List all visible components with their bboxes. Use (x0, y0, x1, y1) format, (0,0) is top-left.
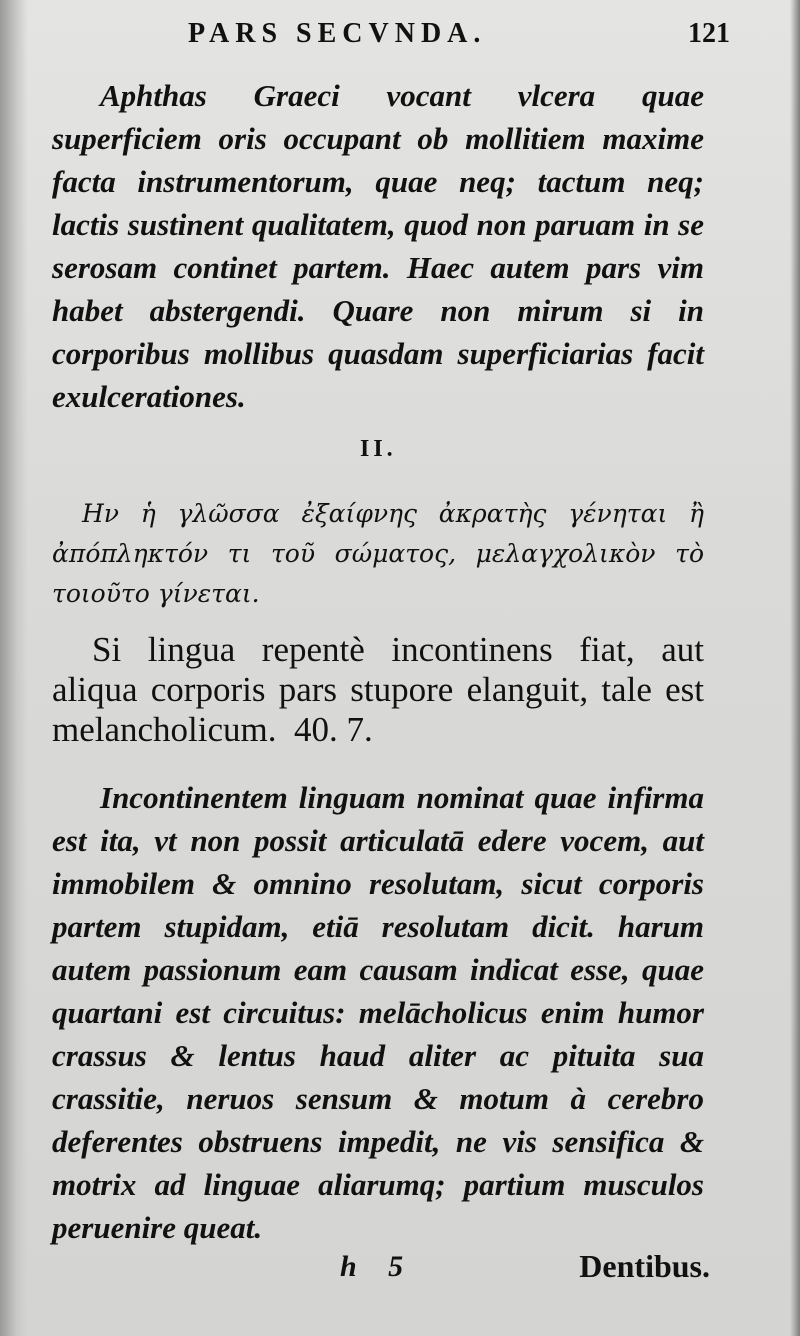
latin-aphorism (52, 630, 704, 750)
commentary-paragraph-2: Incontinentem linguam nominat quae infirma est ita, vt non possit articulatā edere vocem, aut immobilem & omnino resolutam, sicut corporis partem stupidam, etiā resolutam dicit. harum autem passionum eam causam indicat esse, quae quartani est circuitus: melācholicus enim humor crassus & lentus haud aliter ac pituita sua crassitie, neruos sensum & motum à cerebro deferentes obstruens impedit, ne vis sensifica & motrix ad linguae aliarumq; partium musculos peruenire queat. (52, 780, 704, 1245)
page-header (150, 18, 730, 58)
page-number: 121 (688, 18, 730, 49)
aphorism-reference: 40. 7. (294, 710, 373, 749)
latin-aphorism-text: Si lingua repentè incontinens fiat, aut aliqua corporis pars stupore elanguit, tale est melancholicum. (52, 630, 704, 749)
commentary-paragraph-1: Aphthas Graeci vocant vlcera quae superficiem oris occupant ob mollitiem maxime facta instrumentorum, quae neq; tactum neq; lactis sustinent qualitatem, quod non paruam in se serosam continet partem. Haec autem pars vim habet abstergendi. Quare non mirum si in corporibus mollibus quasdam superficiarias facit exulcerationes. (52, 78, 704, 414)
catchword: Dentibus. (579, 1248, 710, 1284)
signature-mark: h 5 (340, 1250, 416, 1283)
greek-aphorism: Ην ἡ γλῶσσα ἐξαίφνης ἀκρατὴς γένηται ἢ ἀπόπληκτόν τι τοῦ σώματος, μελαγχολικὸν τὸ τοιοῦτο γίνεται. (52, 499, 704, 608)
running-head: PARS SECVNDA. (188, 18, 487, 49)
section-number: II. (360, 436, 397, 462)
